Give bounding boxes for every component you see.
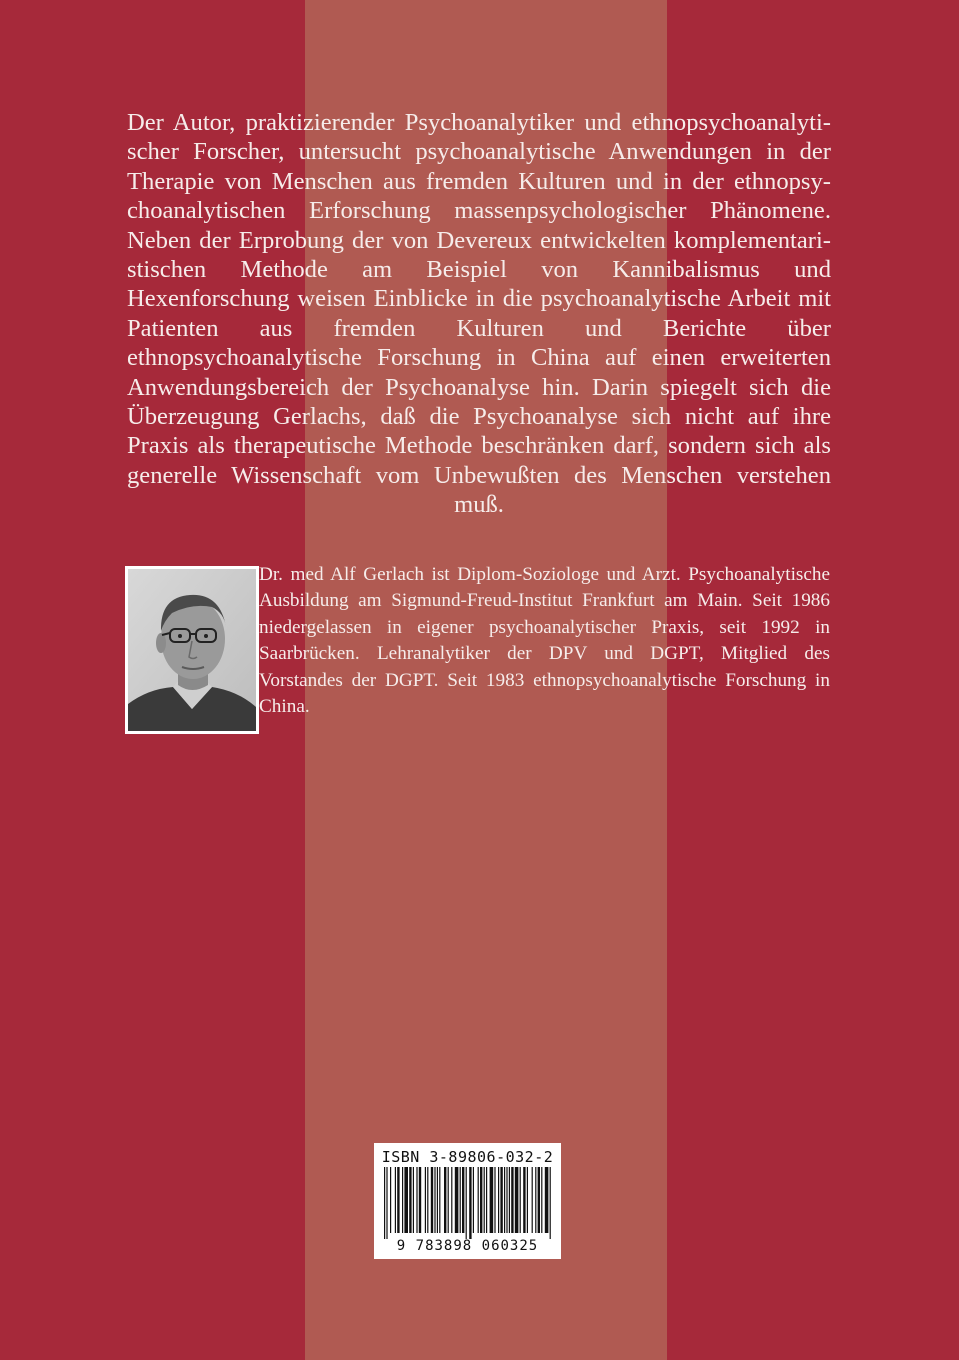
barcode-bar (506, 1167, 507, 1233)
barcode-bar (437, 1167, 438, 1233)
barcode-bar (494, 1167, 495, 1233)
barcode-bar (386, 1167, 387, 1239)
barcode-bar (478, 1167, 479, 1233)
barcode-bar (541, 1167, 542, 1233)
author-bio: Dr. med Alf Gerlach ist Diplom-Soziologe und Arzt. Psychoanalytische Ausbildung am Sigmund-Freud-Institut Frankfurt am Main. Seit 1986 niedergelassen in eigener psychoanalytischer Praxis, seit 1992 in Saarbrücken. Lehranalytiker der DPV und DGPT, Mitglied des Vorstandes der DGPT. Seit 1983 ethnopsychoanalytische Forschung in China. (259, 564, 830, 718)
barcode-bar (480, 1167, 482, 1233)
barcode-bar (550, 1167, 551, 1239)
author-portrait-icon (128, 569, 256, 731)
barcode-bar (511, 1167, 513, 1233)
barcode-bar (384, 1167, 385, 1239)
barcode-bar (416, 1167, 417, 1233)
ean-digits: 9 783898 060325 (396, 1238, 539, 1254)
barcode-bar (500, 1167, 502, 1233)
barcode-bar (395, 1167, 396, 1233)
barcode-bar (484, 1167, 485, 1233)
barcode-bar (448, 1167, 449, 1233)
barcode-bar (439, 1167, 440, 1233)
book-blurb: Der Autor, praktizierender Psychoanalytiker und ethnopsychoanalytischer Forscher, untersucht psychoanalytische Anwendungen in der Therapie von Menschen aus fremden Kulturen und in der ethnopsychoanalytischen Erforschung massenpsychologischer Phänomene. Neben der Erprobung der von Devereux entwickelten komplementaristischen Methode am Beispiel von Kannibalismus und Hexenforschung weisen Einblicke in die psychoanalytische Arbeit mit Patienten aus fremden Kulturen und Berichte über ethnopsychoanalytische Forschung in China auf einen erweiterten Anwendungsbereich der Psychoanalyse hin. Darin spiegelt sich die Überzeugung Gerlachs, daß die Psychoanalyse sich nicht auf ihre Praxis als therapeutische Methode beschränken darf, sondern sich als generelle Wissenschaft vom Unbewußten des Menschen verstehen muß. (127, 109, 831, 519)
barcode-bar (451, 1167, 452, 1233)
barcode-bar (431, 1167, 433, 1233)
barcode-bar (535, 1167, 536, 1233)
barcode-bar (490, 1167, 494, 1233)
isbn-barcode (374, 1143, 561, 1259)
barcode-bar (390, 1167, 391, 1233)
barcode-bar (460, 1167, 461, 1233)
barcode-bars (382, 1167, 553, 1239)
barcode-bar (402, 1167, 403, 1233)
barcode-bar (545, 1167, 549, 1233)
barcode-bar (486, 1167, 487, 1233)
barcode-bar (466, 1167, 467, 1239)
barcode-bar (538, 1167, 540, 1233)
barcode-bar (397, 1167, 399, 1233)
barcode-bar (425, 1167, 426, 1233)
barcode-bar (509, 1167, 510, 1233)
barcode-bar (504, 1167, 505, 1233)
barcode-bar (523, 1167, 525, 1233)
barcode-bar (515, 1167, 519, 1233)
barcode-bar (520, 1167, 521, 1233)
barcode-bar (427, 1167, 428, 1233)
barcode-bar (462, 1167, 464, 1233)
barcode-bar (413, 1167, 414, 1233)
author-photo (125, 566, 259, 734)
barcode-bar (527, 1167, 528, 1233)
barcode-bar (473, 1167, 474, 1233)
barcode-bar (404, 1167, 408, 1233)
barcode-bar (455, 1167, 459, 1233)
barcode-bar (498, 1167, 499, 1233)
barcode-bar (469, 1167, 471, 1239)
barcode-bar (532, 1167, 533, 1233)
isbn-label: ISBN 3-89806-032-2 (381, 1148, 554, 1166)
barcode-bar (444, 1167, 446, 1233)
barcode-bar (434, 1167, 435, 1233)
barcode-bar (409, 1167, 411, 1233)
barcode-bar (419, 1167, 421, 1233)
